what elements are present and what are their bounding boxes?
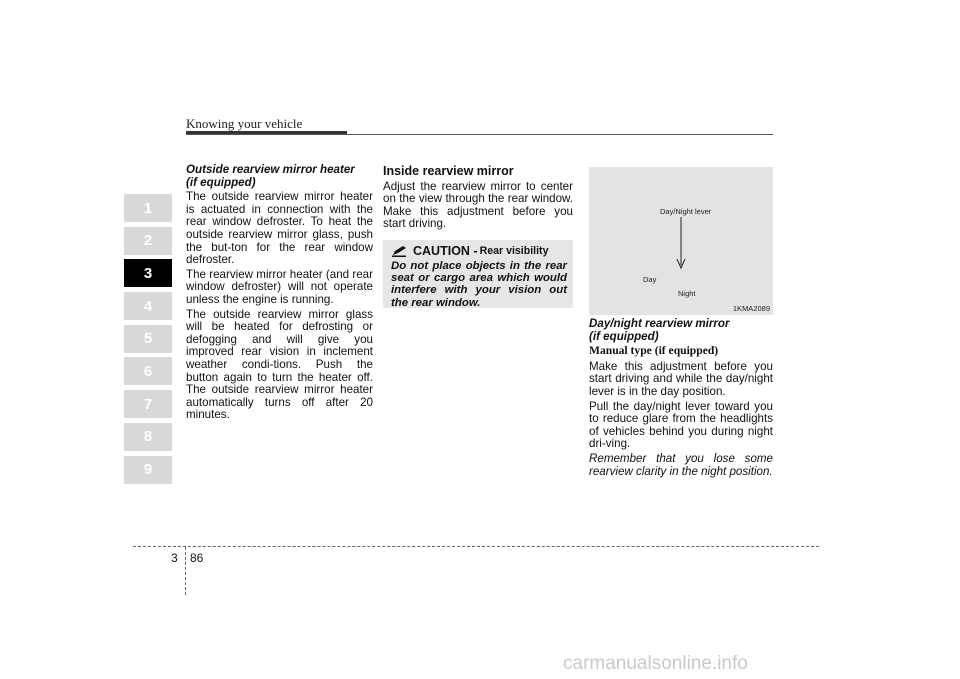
section-title: Inside rearview mirror	[383, 164, 514, 178]
italic-note: Remember that you lose some rearview clarity in the night position.	[589, 451, 773, 478]
day-night-mirror-section	[589, 318, 773, 480]
inside-mirror-section	[383, 165, 573, 308]
heading-line-2: (if equipped)	[589, 329, 659, 343]
watermark: carmanualsonline.info	[563, 653, 748, 674]
chapter-tab-3[interactable]: 3	[124, 259, 172, 287]
chapter-tab-2[interactable]: 2	[124, 227, 172, 255]
header-rule	[186, 134, 773, 135]
manual-type-heading: Manual type (if equipped)	[589, 344, 719, 358]
pencil-icon	[391, 245, 409, 257]
paragraph: The rearview mirror heater (and rear window defroster) will not operate unless the engine is running.	[186, 267, 373, 306]
heading-line-1: Outside rearview mirror heater	[186, 163, 355, 176]
footer-rule	[133, 546, 819, 547]
caution-box	[383, 240, 573, 308]
paragraph: The outside rearview mirror heater is actuated in connection with the rear window defroster. To heat the outside rearview mirror glass, push the but-ton for the rear window defroster.	[186, 190, 373, 267]
chapter-tab-8[interactable]: 8	[124, 423, 172, 451]
outside-mirror-heater-section	[186, 164, 373, 424]
running-header: Knowing your vehicle	[186, 116, 303, 131]
day-night-mirror-heading	[589, 318, 773, 343]
footer-divider	[185, 547, 186, 595]
figure-code: 1KMA2089	[732, 304, 770, 313]
caution-text: Do not place objects in the rear seat or cargo area which would interfere with your vision out the rear window.	[391, 259, 567, 309]
page-number: 86	[190, 551, 204, 565]
paragraph: Adjust the rearview mirror to center on the view through the rear window. Make this adjustment before you start driving.	[383, 179, 573, 231]
chapter-tabs	[124, 194, 172, 488]
chapter-tab-4[interactable]: 4	[124, 292, 172, 320]
caution-subject: Rear visibility	[479, 244, 549, 257]
chapter-tab-6[interactable]: 6	[124, 357, 172, 385]
paragraph: Make this adjustment before you start driving and while the day/night lever is in the day position.	[589, 359, 773, 398]
footer-chapter-number: 3	[171, 551, 178, 565]
chapter-tab-1[interactable]: 1	[124, 194, 172, 222]
chapter-tab-7[interactable]: 7	[124, 390, 172, 418]
night-label: Night	[678, 289, 696, 298]
outside-mirror-heater-heading	[186, 164, 373, 189]
heading-line-1: Day/night rearview mirror	[589, 317, 730, 330]
chapter-tab-5[interactable]: 5	[124, 325, 172, 353]
paragraph: The outside rearview mirror glass will be heated for defrosting or defogging and will give you improved rear vision in inclement weather condi-tions. Push the button again to turn the heater off. The outside rearview mirror heater automatically turns off after 20 minutes.	[186, 307, 373, 422]
lever-label: Day/Night lever	[660, 207, 712, 216]
day-label: Day	[643, 275, 657, 284]
caution-header	[391, 245, 567, 258]
chapter-tab-9[interactable]: 9	[124, 456, 172, 484]
paragraph: Pull the day/night lever toward you to reduce glare from the headlights of vehicles behind you during night dri-ving.	[589, 399, 773, 451]
caution-label: CAUTION -	[413, 243, 478, 258]
heading-line-2: (if equipped)	[186, 175, 256, 189]
rearview-mirror-figure	[589, 167, 773, 315]
